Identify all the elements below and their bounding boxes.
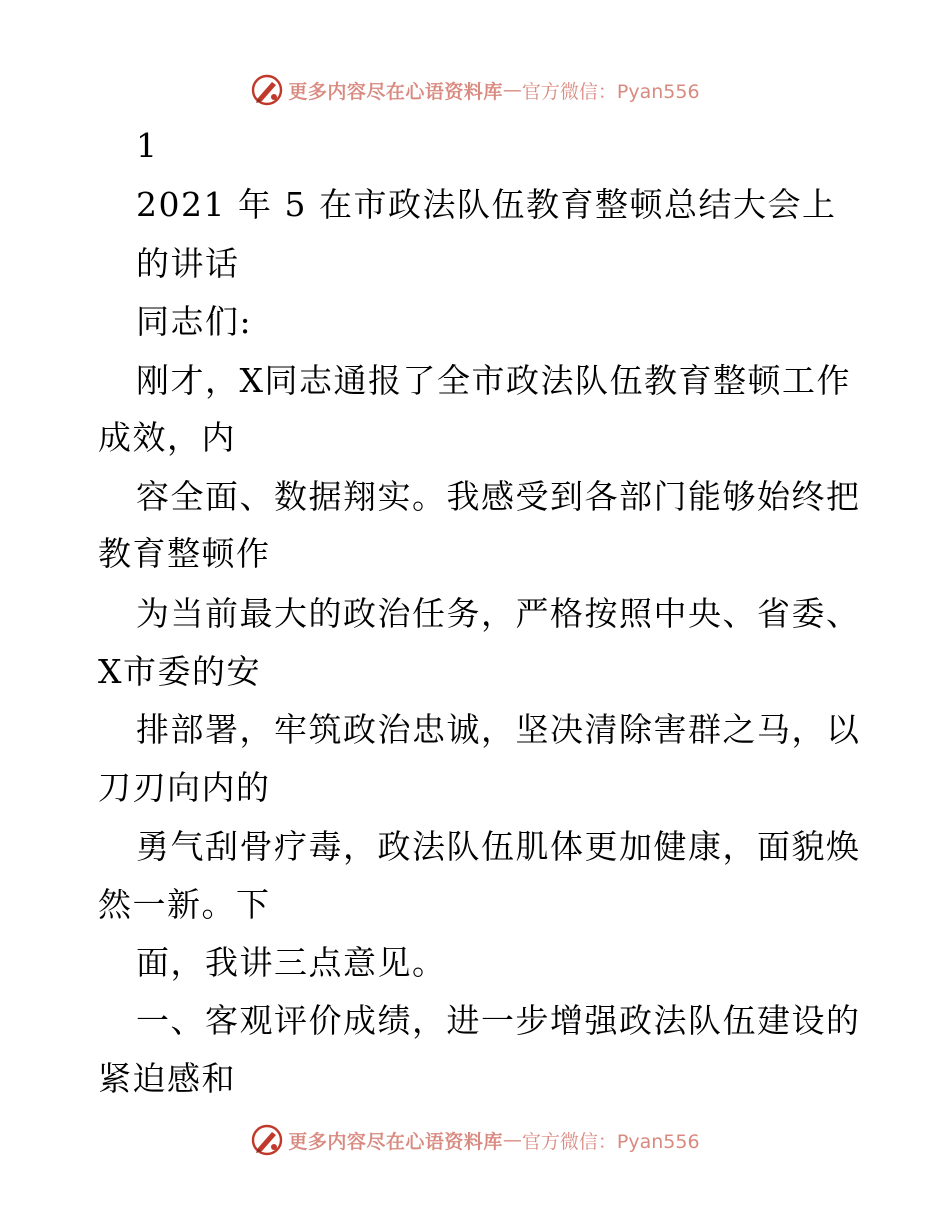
paragraph-line: X市委的安 (98, 652, 261, 691)
document-title: 2021 年 5 在市政法队伍教育整顿总结大会上 (136, 185, 837, 224)
watermark-text: 更多内容尽在心语资料库 (288, 1130, 503, 1153)
pen-logo-icon (250, 73, 284, 107)
watermark-separator: — (502, 79, 522, 101)
section-heading: 一、客观评价成绩，进一步增强政法队伍建设的 (136, 1001, 861, 1040)
paragraph-line: 然一新。下 (98, 885, 271, 924)
page-number: 1 (136, 126, 159, 165)
paragraph-line: 勇气刮骨疗毒，政法队伍肌体更加健康，面貌焕 (136, 827, 861, 866)
paragraph-line: 成效，内 (98, 418, 236, 457)
document-title-cont: 的讲话 (136, 244, 240, 283)
paragraph-line: 教育整顿作 (98, 534, 271, 573)
salutation: 同志们: (136, 302, 253, 341)
footer-watermark (0, 1118, 950, 1162)
paragraph-line: 排部署，牢筑政治忠诚，坚决清除害群之马，以 (136, 710, 861, 749)
watermark-text: 更多内容尽在心语资料库 (288, 80, 503, 103)
paragraph-line: 面，我讲三点意见。 (136, 943, 447, 982)
pen-logo-icon (250, 1123, 284, 1157)
paragraph-line: 刚才，X同志通报了全市政法队伍教育整顿工作 (136, 361, 851, 400)
paragraph-line: 容全面、数据翔实。我感受到各部门能够始终把 (136, 477, 861, 516)
header-watermark (0, 68, 950, 112)
watermark-separator: — (502, 1129, 522, 1151)
paragraph-line: 为当前最大的政治任务，严格按照中央、省委、 (136, 594, 861, 633)
paragraph-line: 刀刃向内的 (98, 768, 271, 807)
watermark-wechat: 官方微信：Pyan556 (521, 80, 700, 103)
section-heading-cont: 紧迫感和 (98, 1059, 236, 1098)
watermark-wechat: 官方微信：Pyan556 (521, 1130, 700, 1153)
